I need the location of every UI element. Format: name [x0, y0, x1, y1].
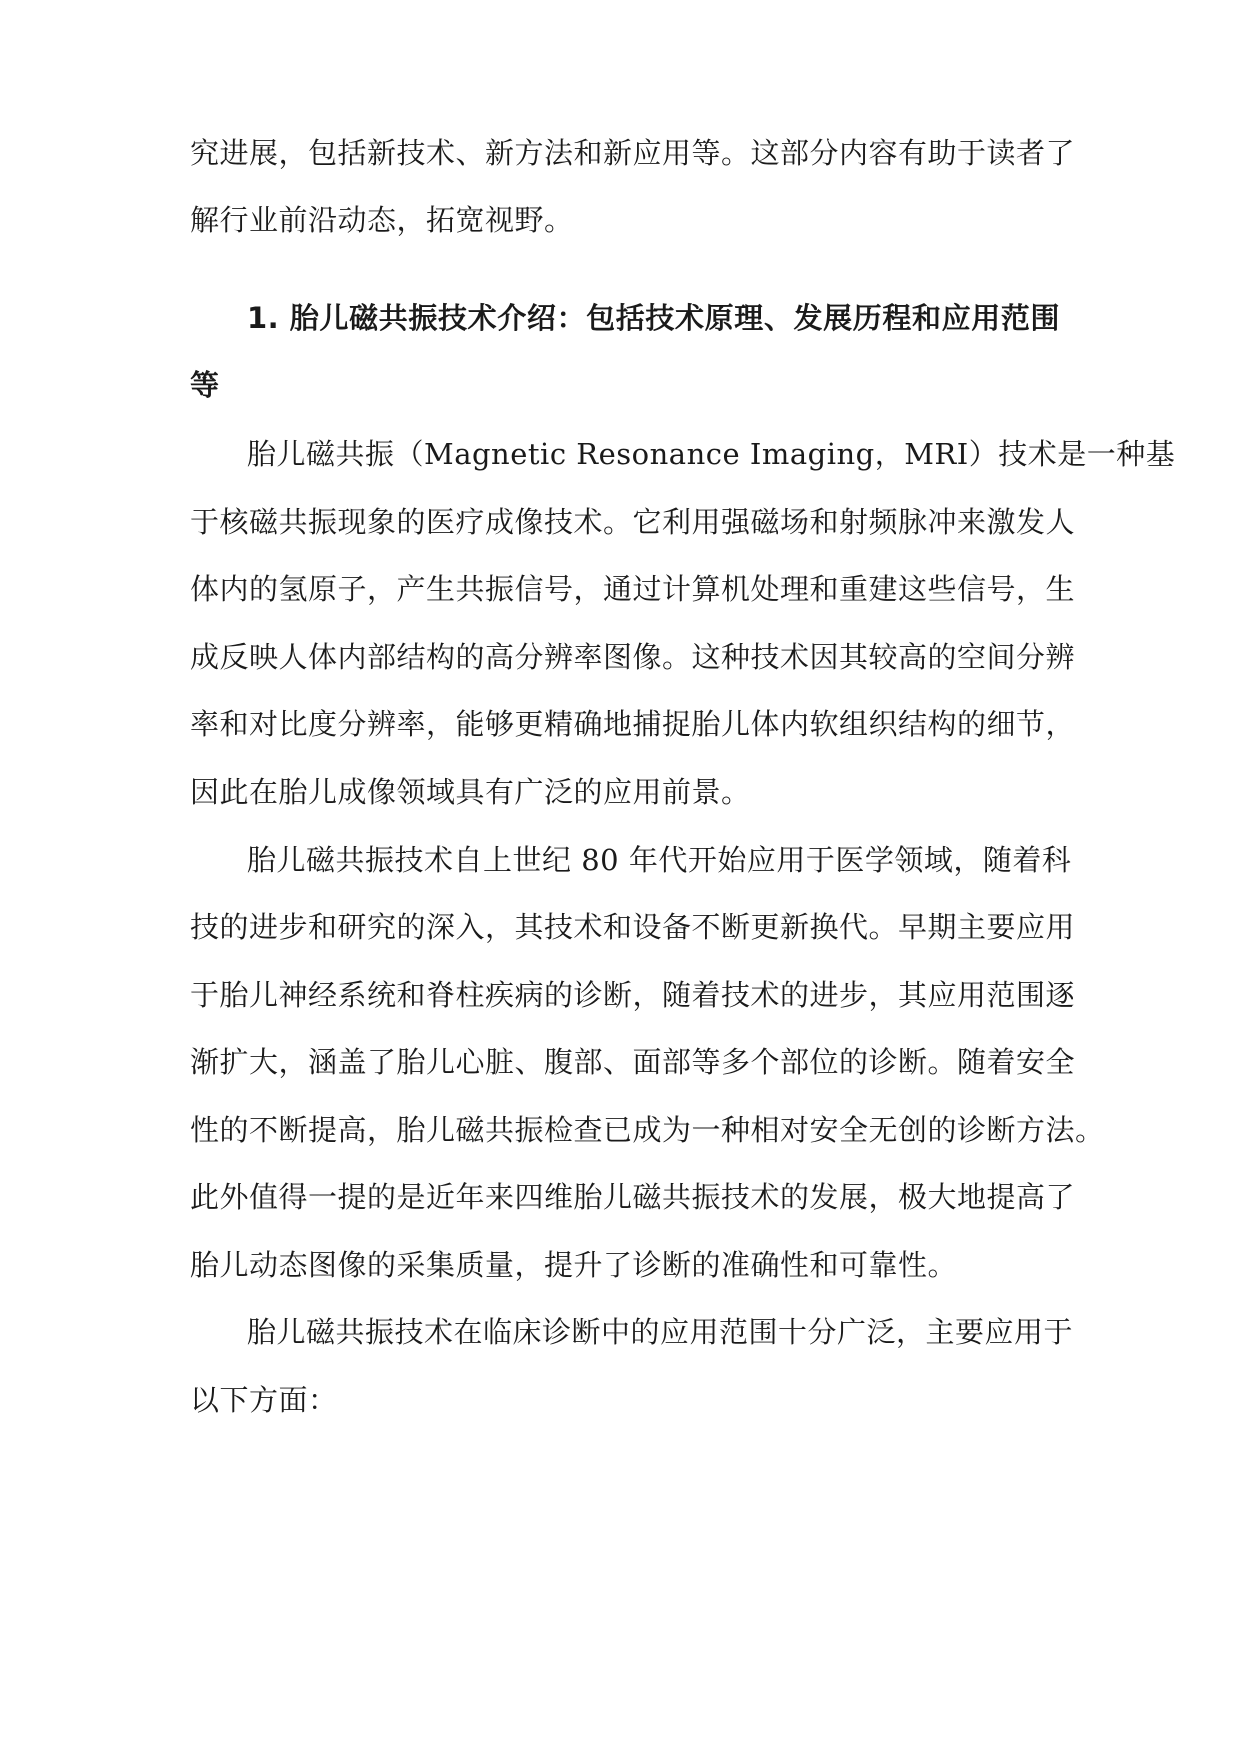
body-text-line: 胎儿磁共振（Magnetic Resonance Imaging，MRI）技术是一种基	[247, 437, 1176, 471]
body-text-line: 渐扩大，涵盖了胎儿心脏、腹部、面部等多个部位的诊断。随着安全	[190, 1045, 1076, 1079]
body-text-line: 因此在胎儿成像领域具有广泛的应用前景。	[190, 775, 751, 809]
section-heading: 1. 胎儿磁共振技术介绍：包括技术原理、发展历程和应用范围	[247, 301, 1060, 335]
body-text-line: 技的进步和研究的深入，其技术和设备不断更新换代。早期主要应用	[190, 910, 1076, 944]
body-text-line: 胎儿动态图像的采集质量，提升了诊断的准确性和可靠性。	[190, 1248, 958, 1282]
body-text-line: 以下方面：	[190, 1383, 338, 1417]
body-text-line: 率和对比度分辨率，能够更精确地捕捉胎儿体内软组织结构的细节，	[190, 707, 1076, 741]
body-text-line: 体内的氢原子，产生共振信号，通过计算机处理和重建这些信号，生	[190, 572, 1076, 606]
body-text-line: 胎儿磁共振技术在临床诊断中的应用范围十分广泛，主要应用于	[247, 1315, 1074, 1349]
body-text-line: 成反映人体内部结构的高分辨率图像。这种技术因其较高的空间分辨	[190, 640, 1076, 674]
body-text-line: 解行业前沿动态，拓宽视野。	[190, 203, 574, 237]
body-text-line: 究进展，包括新技术、新方法和新应用等。这部分内容有助于读者了	[190, 136, 1076, 170]
body-text-line: 于胎儿神经系统和脊柱疾病的诊断，随着技术的进步，其应用范围逐	[190, 978, 1076, 1012]
body-text-line: 胎儿磁共振技术自上世纪 80 年代开始应用于医学领域，随着科	[247, 843, 1072, 877]
section-heading-cont: 等	[190, 368, 220, 402]
body-text-line: 性的不断提高，胎儿磁共振检查已成为一种相对安全无创的诊断方法。	[190, 1113, 1105, 1147]
body-text-line: 于核磁共振现象的医疗成像技术。它利用强磁场和射频脉冲来激发人	[190, 505, 1076, 539]
body-text-line: 此外值得一提的是近年来四维胎儿磁共振技术的发展，极大地提高了	[190, 1180, 1076, 1214]
